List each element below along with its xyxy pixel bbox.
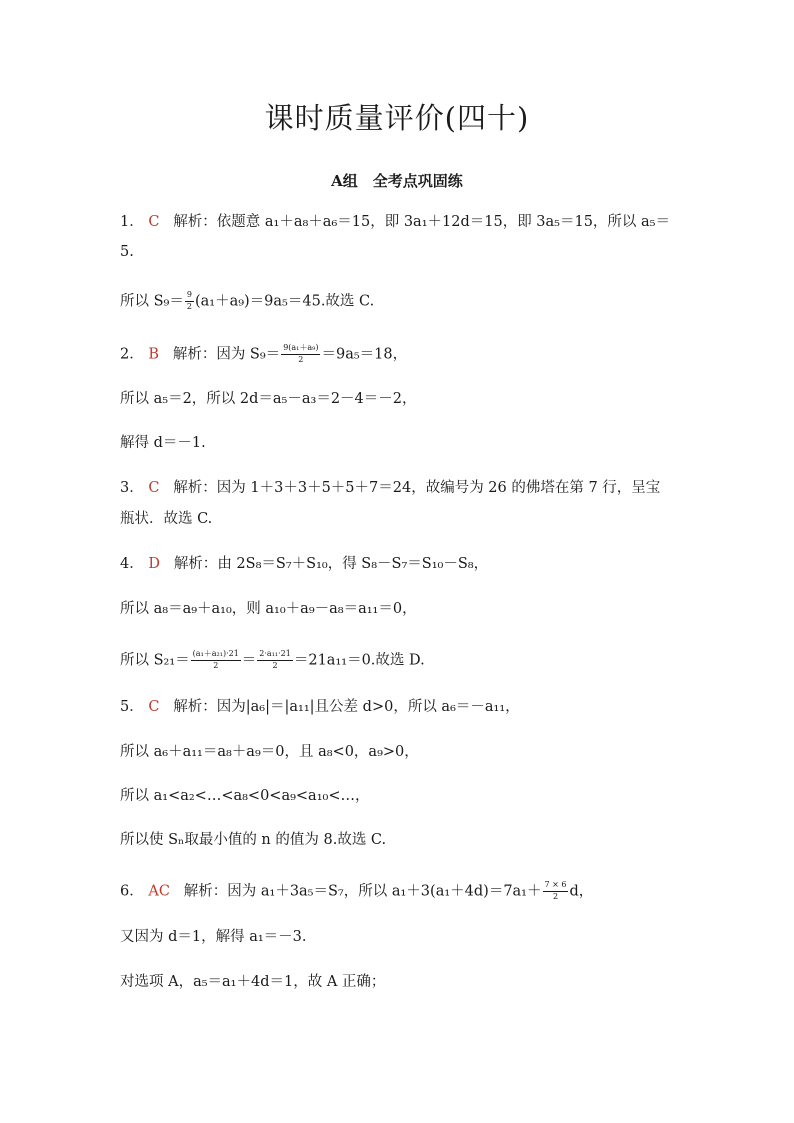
q2-answer: B <box>148 346 159 363</box>
q6-frac-num: 7 × 6 <box>543 881 569 892</box>
q5-line-2: 所以 a₆＋a₁₁＝a₈＋a₉＝0，且 a₈<0，a₉>0， <box>120 744 419 760</box>
q5-label: 解析： <box>173 699 217 715</box>
q1-text-1: 依题意 a₁＋a₈＋a₆＝15，即 3a₁＋12d＝15，即 3a₅＝15，所以 a₅＝ <box>216 214 670 230</box>
q3-number: 3． <box>120 480 144 496</box>
q1-line-1 <box>120 215 670 230</box>
q2-frac-den: 2 <box>298 354 304 364</box>
q1-line-2 <box>120 291 374 312</box>
q4-text-3b: ＝21a₁₁＝0.故选 D. <box>293 652 425 669</box>
q6-line-2: 又因为 d＝1，解得 a₁＝－3. <box>120 929 307 945</box>
q4-fraction-1 <box>191 650 241 671</box>
q1-line-1b: 5. <box>120 244 134 260</box>
q4-equals: ＝ <box>241 652 257 669</box>
q2-line-3: 解得 d＝－1. <box>120 435 206 451</box>
q4-line-3 <box>120 650 425 671</box>
q6-line-1 <box>120 881 593 902</box>
q6-label: 解析： <box>183 883 228 900</box>
q2-number: 2． <box>120 346 144 363</box>
q5-text-1: 因为|a₆|＝|a₁₁|且公差 d>0，所以 a₆＝－a₁₁， <box>216 699 520 715</box>
q2-text-1a: 因为 S₉＝ <box>216 346 281 363</box>
q4-number: 4． <box>120 556 144 572</box>
q1-answer: C <box>148 214 160 230</box>
q4-line-1 <box>120 557 488 572</box>
q1-text-2b: (a₁＋a₉)＝9a₅＝45.故选 C. <box>194 293 375 310</box>
q2-line-1 <box>120 344 407 365</box>
q1-number: 1． <box>120 214 144 230</box>
q4-frac1-num: (a₁＋a₂₁)·21 <box>191 650 241 661</box>
page-title: 课时质量评价(四十) <box>264 101 530 135</box>
q4-frac1-den: 2 <box>213 660 219 670</box>
q5-answer: C <box>148 699 160 715</box>
q2-text-1b: ＝9a₅＝18， <box>321 346 408 363</box>
q6-frac-den: 2 <box>552 891 559 901</box>
q4-answer: D <box>148 556 160 572</box>
q4-line-2: 所以 a₈＝a₉＋a₁₀，则 a₁₀＋a₉－a₈＝a₁₁＝0， <box>120 601 417 617</box>
q6-answer: AC <box>148 883 170 900</box>
q3-line-2: 瓶状．故选 C. <box>120 511 213 527</box>
q3-line-1 <box>120 481 660 496</box>
q4-text-1: 由 2S₈＝S₇＋S₁₀，得 S₈－S₇＝S₁₀－S₈， <box>217 556 489 572</box>
q4-label: 解析： <box>173 556 218 572</box>
q4-frac2-num: 2·a₁₁·21 <box>257 650 293 661</box>
q5-number: 5． <box>120 699 144 715</box>
section-heading: A组 全考点巩固练 <box>331 172 463 190</box>
q6-line-3: 对选项 A，a₅＝a₁＋4d＝1，故 A 正确； <box>120 974 386 990</box>
q5-line-1 <box>120 700 520 715</box>
q3-answer: C <box>148 480 160 496</box>
q3-text-1: 因为 1＋3＋3＋5＋5＋7＝24，故编号为 26 的佛塔在第 7 行，呈宝 <box>216 480 661 496</box>
q1-fraction <box>185 291 194 312</box>
q6-text-1b: d， <box>569 883 594 900</box>
q2-label: 解析： <box>172 346 217 363</box>
q2-fraction <box>281 344 320 365</box>
q1-label: 解析： <box>173 214 217 230</box>
q6-text-1a: 因为 a₁＋3a₅＝S₇，所以 a₁＋3(a₁＋4d)＝7a₁＋ <box>227 883 542 900</box>
q6-fraction <box>543 881 569 902</box>
q5-line-4: 所以使 Sₙ取最小值的 n 的值为 8.故选 C. <box>120 832 387 848</box>
q2-frac-num: 9(a₁＋a₉) <box>281 344 320 355</box>
q4-frac2-den: 2 <box>272 660 278 670</box>
q4-text-3a: 所以 S₂₁＝ <box>120 652 190 669</box>
q1-text-2a: 所以 S₉＝ <box>120 293 184 310</box>
q2-line-2: 所以 a₅＝2，所以 2d＝a₅－a₃＝2－4＝－2， <box>120 391 417 407</box>
q1-frac-num: 9 <box>185 291 194 302</box>
q3-label: 解析： <box>173 480 217 496</box>
q5-line-3: 所以 a₁<a₂<…<a₈<0<a₉<a₁₀<…， <box>120 788 370 804</box>
q4-fraction-2 <box>257 650 293 671</box>
q1-frac-den: 2 <box>186 301 192 311</box>
q6-number: 6． <box>120 883 144 900</box>
